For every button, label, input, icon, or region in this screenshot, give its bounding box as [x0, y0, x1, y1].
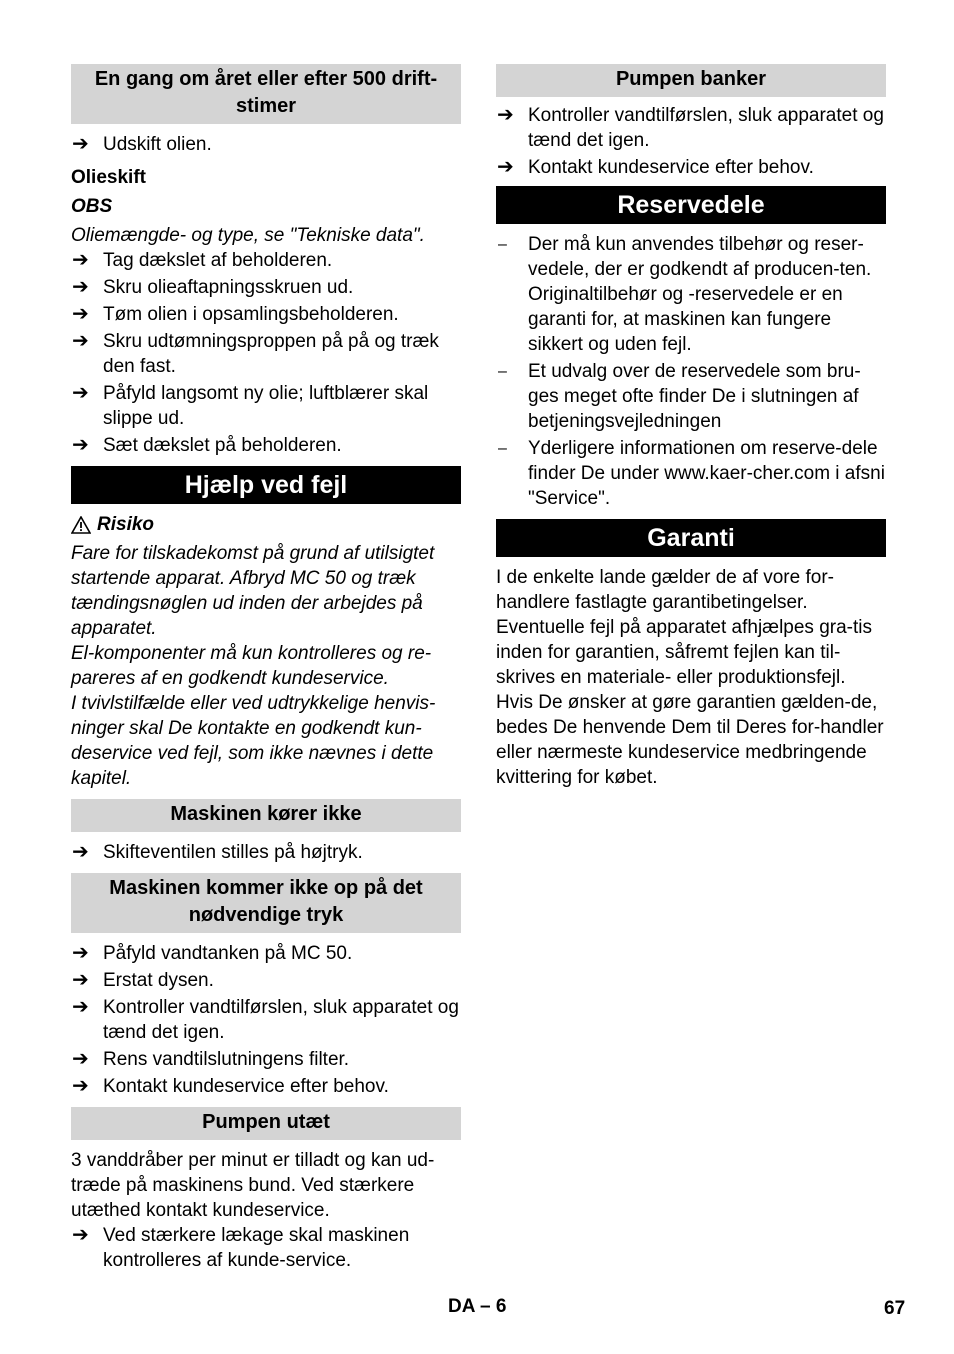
not-running-heading: Maskinen kører ikke — [71, 799, 461, 832]
list-item: ➔ Sæt dækslet på beholderen. — [72, 434, 342, 456]
right-column — [496, 64, 886, 790]
warranty-heading: Garanti — [496, 519, 886, 557]
arrow-right-icon: ➔ — [497, 156, 514, 178]
arrow-right-icon: ➔ — [72, 969, 89, 991]
list-item: ➔ Skifteventilen stilles på højtryk. — [72, 841, 363, 863]
note-label: OBS — [71, 196, 113, 217]
arrow-right-icon: ➔ — [72, 434, 89, 456]
risk-paragraph: Fare for tilskadekomst på grund af utilsigtet startende apparat. Afbryd MC 50 og træk tændingsnøglen ud inden der arbejdes på apparatet. — [71, 543, 435, 639]
oil-steps — [71, 248, 461, 458]
yearly-heading: En gang om året eller efter 500 drift-stimer — [71, 64, 461, 124]
arrow-right-icon: ➔ — [72, 382, 89, 404]
arrow-right-icon: ➔ — [72, 276, 89, 298]
page-code: DA – 6 — [448, 1296, 507, 1317]
arrow-right-icon: ➔ — [72, 249, 89, 271]
list-item: ➔ Påfyld vandtanken på MC 50. — [72, 942, 353, 964]
list-item: ➔ Ved stærkere lækage skal maskinen kontrolleres af kunde-service. — [72, 1224, 410, 1271]
page-number: 67 — [884, 1298, 906, 1319]
list-item: ➔ Påfyld langsomt ny olie; luftblærer skal slippe ud. — [72, 382, 429, 429]
list-item: ➔ Tøm olien i opsamlingsbeholderen. — [72, 303, 399, 325]
arrow-right-icon: ➔ — [72, 942, 89, 964]
oil-change-label: Olieskift — [71, 167, 146, 188]
warning-triangle-icon — [71, 516, 91, 534]
arrow-right-icon: ➔ — [72, 303, 89, 325]
list-item: ➔ Erstat dysen. — [72, 969, 214, 991]
dash-bullet-icon: – — [498, 440, 507, 457]
arrow-right-icon: ➔ — [72, 841, 89, 863]
dash-bullet-icon: – — [498, 363, 507, 380]
knocking-heading: Pumpen banker — [496, 64, 886, 97]
no-pressure-heading: Maskinen kommer ikke op på det nødvendige tryk — [71, 873, 461, 933]
arrow-right-icon: ➔ — [72, 1224, 89, 1246]
spares-heading: Reservedele — [496, 186, 886, 224]
list-item: ➔ Tag dækslet af beholderen. — [72, 249, 333, 271]
knocking-steps — [496, 103, 886, 180]
arrow-right-icon: ➔ — [72, 330, 89, 352]
list-item: ➔ Skru olieaftapningsskruen ud. — [72, 276, 354, 298]
list-item: ➔ Rens vandtilslutningens filter. — [72, 1048, 350, 1070]
no-pressure-steps — [71, 941, 461, 1099]
risk-label: Risiko — [71, 512, 461, 537]
list-item: – Et udvalg over de reservedele som bru-ges meget ofte finder De i slutningen af betjeningsvejledningen — [498, 361, 861, 432]
dash-bullet-icon: – — [498, 236, 507, 253]
not-running-steps — [71, 840, 461, 865]
note-text: Oliemængde- og type, se "Tekniske data". — [71, 225, 425, 246]
arrow-right-icon: ➔ — [72, 133, 89, 155]
arrow-right-icon: ➔ — [497, 104, 514, 126]
list-item: ➔ Kontakt kundeservice efter behov. — [497, 156, 814, 178]
left-column — [71, 64, 461, 1275]
spares-list — [496, 232, 886, 511]
risk-paragraph: El-komponenter må kun kontrolleres og re-pareres af en godkendt kundeservice. — [71, 643, 432, 689]
leaking-heading: Pumpen utæt — [71, 1107, 461, 1140]
list-item: ➔ Kontroller vandtilførslen, sluk apparatet og tænd det igen. — [72, 996, 459, 1043]
warranty-text: I de enkelte lande gælder de af vore for-handlere fastlagte garantibetingelser. Eventuelle fejl på apparatet afhjælpes gra-tis inden for garantien, såfremt fejlen kan til-skrives en materiale- eller produktionsfejl. Hvis De ønsker at gøre garantien gælden-de, bedes De henvende Dem til Deres for-handler eller nærmeste kundeservice medbringende kvittering for købet. — [496, 567, 884, 788]
arrow-right-icon: ➔ — [72, 996, 89, 1018]
list-item: ➔ Kontakt kundeservice efter behov. — [72, 1075, 389, 1097]
leaking-steps — [71, 1223, 461, 1273]
leaking-text: 3 vanddråber per minut er tilladt og kan ud-træde på maskinens bund. Ved stærkere utæthed kontakt kundeservice. — [71, 1150, 435, 1221]
help-heading: Hjælp ved fejl — [71, 466, 461, 504]
arrow-right-icon: ➔ — [72, 1048, 89, 1070]
yearly-steps — [71, 132, 461, 157]
list-item: ➔ Skru udtømningsproppen på på og træk den fast. — [72, 330, 439, 377]
list-item: ➔ Kontroller vandtilførslen, sluk apparatet og tænd det igen. — [497, 104, 884, 151]
risk-paragraph: I tvivlstilfælde eller ved udtrykkelige henvis-ninger skal De kontakte en godkendt kun-deservice ved fejl, som ikke nævnes i dette kapitel. — [71, 693, 436, 789]
list-item: ➔ Udskift olien. — [72, 133, 212, 155]
arrow-right-icon: ➔ — [72, 1075, 89, 1097]
list-item: – Yderligere informationen om reserve-dele finder De under www.kaer-cher.com i afsni "Service". — [498, 438, 885, 509]
list-item: – Der må kun anvendes tilbehør og reser-vedele, der er godkendt af producen-ten. Originaltilbehør og -reservedele er en garanti for, at maskinen kan fungere sikkert og uden fejl. — [498, 234, 872, 355]
